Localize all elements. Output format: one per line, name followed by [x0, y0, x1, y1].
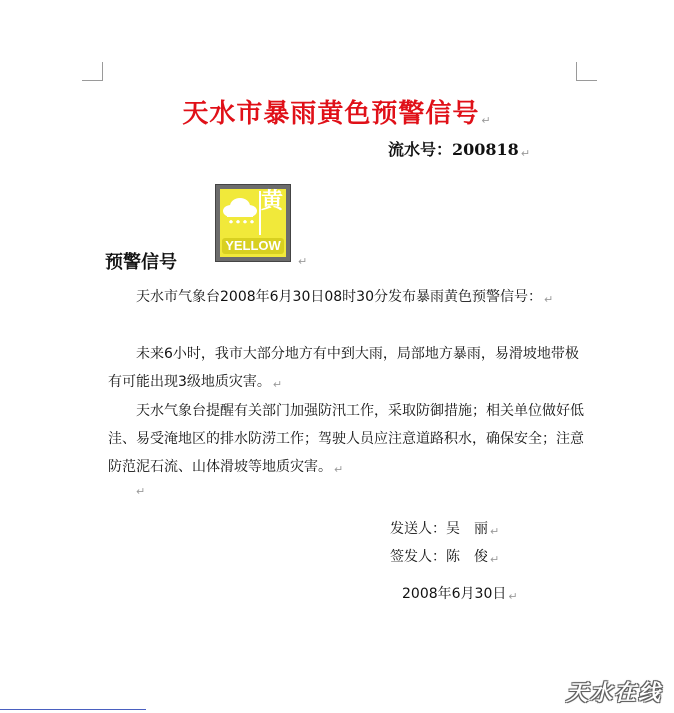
sender-name: 吴 丽	[446, 521, 488, 537]
paragraph-mark-icon: ↵	[543, 293, 554, 306]
watermark: 天水在线	[565, 681, 662, 706]
serial-number-line	[388, 137, 530, 160]
paragraph-1: 天水市气象台2008年6月30日08时30分发布暴雨黄色预警信号： ↵	[136, 289, 554, 306]
document-title: 天水市暴雨黄色预警信号 ↵	[182, 99, 492, 129]
paragraph-3: 天水气象台提醒有关部门加强防汛工作，采取防御措施；相关单位做好低洼、易受淹地区的排水防涝工作；驾驶人员应注意道路积水，确保安全；注意防范泥石流、山体滑坡等地质灾害。 ↵	[108, 403, 584, 476]
badge-label: YELLOW	[222, 238, 284, 254]
bottom-rule	[0, 709, 146, 710]
paragraph-mark-icon: ↵	[272, 378, 283, 391]
paragraph-mark-icon: ↵	[490, 525, 500, 538]
issuer-name: 陈 俊	[446, 549, 488, 565]
issue-date: 2008年6月30日 ↵	[402, 586, 518, 603]
paragraph-mark-icon: ↵	[136, 485, 146, 498]
paragraph-2: 未来6小时，我市大部分地方有中到大雨，局部地方暴雨，易滑坡地带极有可能出现3级地质灾害。 ↵	[108, 346, 579, 391]
serial-number: 200818	[452, 140, 519, 159]
yellow-warning-badge	[215, 184, 291, 262]
crop-mark-top-right	[576, 62, 597, 81]
crop-mark-top-left	[82, 62, 103, 81]
paragraph-mark-icon: ↵	[520, 147, 531, 160]
paragraph-mark-icon: ↵	[481, 114, 492, 127]
issuer-label: 签发人：	[390, 549, 446, 565]
badge-character: 黄	[260, 189, 283, 214]
sender-label: 发送人：	[390, 521, 446, 537]
sender-line	[390, 518, 499, 538]
paragraph-mark-icon: ↵	[334, 463, 344, 476]
issuer-line	[390, 546, 499, 566]
paragraph-mark-icon: ↵	[508, 590, 518, 603]
paragraph-mark-icon: ↵	[490, 553, 500, 566]
rain-cloud-icon	[220, 191, 260, 235]
section-heading: 预警信号	[105, 252, 177, 273]
paragraph-mark-icon: ↵	[298, 255, 308, 268]
serial-label: 流水号：	[388, 140, 453, 159]
